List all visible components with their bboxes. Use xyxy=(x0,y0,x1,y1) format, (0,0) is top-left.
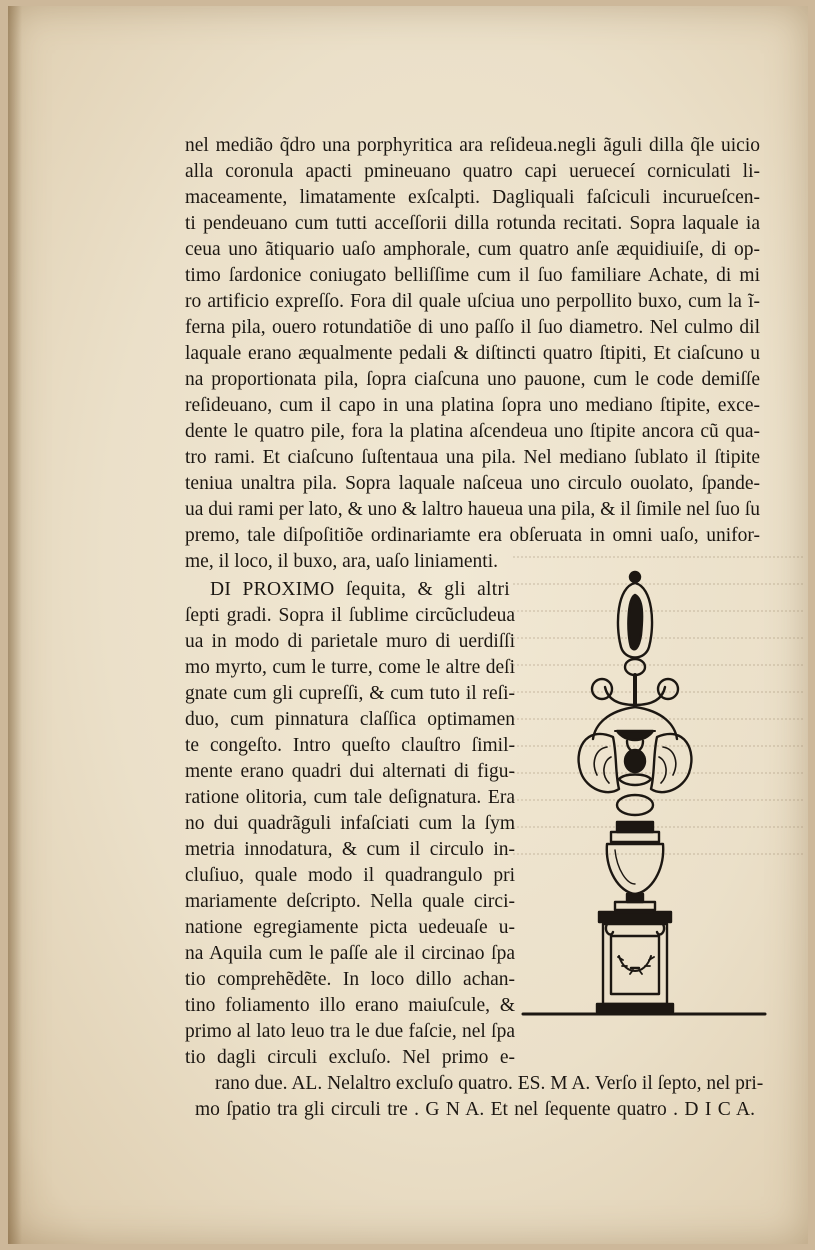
text-line: na Aquila cum le paſſe ale il circinao ſpa xyxy=(185,943,515,964)
text-line: ſepti gradi. Sopra il ſublime circũcludeua xyxy=(185,605,515,626)
text-line: tio dagli circuli excluſo. Nel primo e- xyxy=(185,1047,515,1068)
text-line: mariamente deſcripto. Nella quale circi- xyxy=(185,891,515,912)
text-line: teniua unaltra pila. Sopra laquale naſceua uno circulo ouolato, ſpande- xyxy=(185,473,760,494)
text-line: nel medião q̃dro una porphyritica ara reſideua.negli ãguli dilla q̃le uicio xyxy=(185,135,760,156)
text-line: natione egregiamente picta uedeuaſe u- xyxy=(185,917,515,938)
text-line: mo myrto, cum le turre, come le altre deſi xyxy=(185,657,515,678)
text-line: rano due. AL. Nelaltro excluſo quatro. ES. M A. Verſo il ſepto, nel pri- xyxy=(215,1073,764,1094)
text-line: dente le quatro pile, fora la platina aſcendeua uno ſtipite ancora cũ qua- xyxy=(185,421,760,442)
text-line: alla coronula apacti pmineuano quatro capi uerueceí corniculati li- xyxy=(185,161,760,182)
text-line: ti pendeuano cum tutti acceſſorii dilla rotunda recitati. Sopra laquale ia xyxy=(185,213,760,234)
text-line: gnate cum gli cupreſſi, & cum tuto il reſi- xyxy=(185,683,515,704)
text-line: duo, cum pinnatura claſſica optimamen xyxy=(185,709,515,730)
text-line: mo ſpatio tra gli circuli tre . G N A. Et nel ſequente quatro . D I C A. xyxy=(195,1099,755,1120)
text-line: cluſiuo, quale modo il quadrangulo pri xyxy=(185,865,515,886)
text-line: me, il loco, il buxo, ara, uaſo liniamenti. xyxy=(185,551,499,572)
woodcut-vase-topiary-illustration xyxy=(515,565,775,825)
text-line: na proportionata pila, ſopra ciaſcuna uno pauone, cum le code demiſſe xyxy=(185,369,760,390)
text-line: metria innodatura, & cum il circulo in- xyxy=(185,839,515,860)
text-line: tio comprehẽdẽte. In loco dillo achan- xyxy=(185,969,515,990)
text-line: premo, tale diſpoſitiõe ordinariamte era obſeruata in omni uaſo, unifor- xyxy=(185,525,760,546)
text-line: ro artificio expreſſo. Fora dil quale uſciua uno perpollito buxo, cum la ĩ- xyxy=(185,291,760,312)
text-line: ceua uno ãtiquario uaſo amphorale, cum quatro anſe æquidiuiſe, di op- xyxy=(185,239,760,260)
text-line: te congeſto. Intro queſto clauſtro ſimil- xyxy=(185,735,515,756)
text-line: no dui quadrãguli infaſciati cum la ſym xyxy=(185,813,515,834)
text-line: primo al lato leuo tra le due faſcie, nel ſpa xyxy=(185,1021,515,1042)
text-line: ua dui rami per lato, & uno & laltro haueua una pila, & il ſimile nel ſuo ſu xyxy=(185,499,760,520)
paragraph-opening: DI PROXIMO ſequita, & gli altri xyxy=(210,579,510,600)
text-line: ratione olitoria, cum tale deſignatura. Era xyxy=(185,787,515,808)
text-line: tino foliamento illo erano maiuſcule, & xyxy=(185,995,515,1016)
text-line: maceamente, limatamente exſcalpti. Dagliquali faſciculi incurueſcen- xyxy=(185,187,760,208)
woodcut-vase-pedestal xyxy=(515,820,775,1020)
text-line: timo ſardonice coniugato belliſſime cum il ſuo familiare Achate, di mi xyxy=(185,265,760,286)
text-line: laquale erano æqualmente pedali & diſtincti quatro ſtipiti, Et ciaſcuno u xyxy=(185,343,760,364)
text-line: reſideuano, cum il capo in una platina ſopra uno mediano ſtipite, exce- xyxy=(185,395,760,416)
text-line: ua in modo di parietale muro di uerdiſſi xyxy=(185,631,515,652)
text-line: mente erano quadri dui alternati di figu- xyxy=(185,761,515,782)
text-line: ferna pila, ouero rotundatiõe di uno paſſo il ſuo diametro. Nel culmo dil xyxy=(185,317,760,338)
page-gutter-shadow xyxy=(8,6,22,1244)
text-line: tro rami. Et ciaſcuno ſuſtentaua una pila. Nel mediano ſublato il ſtipite xyxy=(185,447,760,468)
